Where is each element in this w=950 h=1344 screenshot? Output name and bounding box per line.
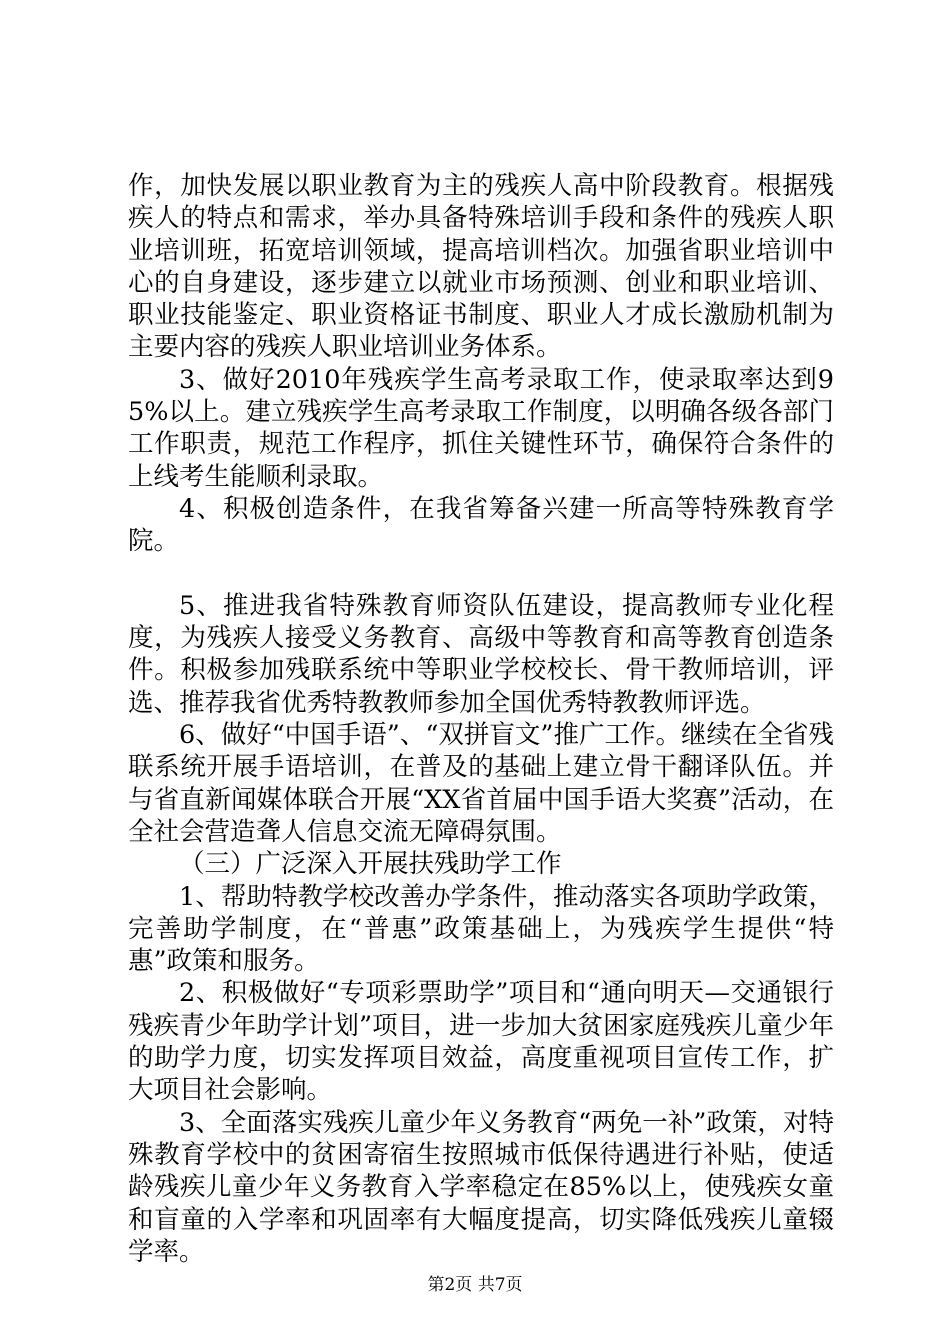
paragraph-section3-item-1: 1、帮助特教学校改善办学条件，推动落实各项助学政策，完善助学制度，在“普惠”政策基础上，为残疾学生提供“特惠”政策和服务。 xyxy=(128,881,834,977)
document-body xyxy=(128,170,834,1268)
paragraph-section3-item-3: 3、全面落实残疾儿童少年义务教育“两免一补”政策，对特殊教育学校中的贫困寄宿生按照城市低保待遇进行补贴，使适龄残疾儿童少年义务教育入学率稳定在85%以上，使残疾女童和盲童的入学率和巩固率有大幅度提高，切实降低残疾儿童辍学率。 xyxy=(128,1107,834,1267)
page-footer: 第2页 共7页 xyxy=(427,1275,523,1295)
paragraph-item-6: 6、做好“中国手语”、“双拼盲文”推广工作。继续在全省残联系统开展手语培训，在普及的基础上建立骨干翻译队伍。并与省直新闻媒体联合开展“XX省首届中国手语大奖赛”活动，在全社会营造聋人信息交流无障碍氛围。 xyxy=(128,720,834,847)
paragraph-item-4: 4、积极创造条件，在我省筹备兴建一所高等特殊教育学院。 xyxy=(128,493,834,557)
section-heading: （三）广泛深入开展扶残助学工作 xyxy=(179,849,562,880)
paragraph-item-3: 3、做好2010年残疾学生高考录取工作，使录取率达到95%以上。建立残疾学生高考录取工作制度，以明确各级各部门工作职责，规范工作程序，抓住关键性环节，确保符合条件的上线考生能顺利录取。 xyxy=(128,364,834,492)
paragraph-section3-item-2: 2、积极做好“专项彩票助学”项目和“通向明天—交通银行残疾青少年助学计划”项目，进一步加大贫困家庭残疾儿童少年的助学力度，切实发挥项目效益，高度重视项目宣传工作，扩大项目社会影响。 xyxy=(128,978,834,1106)
paragraph-continuation: 作，加快发展以职业教育为主的残疾人高中阶段教育。根据残疾人的特点和需求，举办具备特殊培训手段和条件的残疾人职业培训班，拓宽培训领域，提高培训档次。加强省职业培训中心的自身建设，逐步建立以就业市场预测、创业和职业培训、职业技能鉴定、职业资格证书制度、职业人才成长激励机制为主要内容的残疾人职业培训业务体系。 xyxy=(128,171,834,363)
paragraph-gap xyxy=(128,558,834,590)
paragraph-item-5: 5、推进我省特殊教育师资队伍建设，提高教师专业化程度，为残疾人接受义务教育、高级中等教育和高等教育创造条件。积极参加残联系统中等职业学校校长、骨干教师培训，评选、推荐我省优秀特教教师参加全国优秀特教教师评选。 xyxy=(128,590,834,718)
